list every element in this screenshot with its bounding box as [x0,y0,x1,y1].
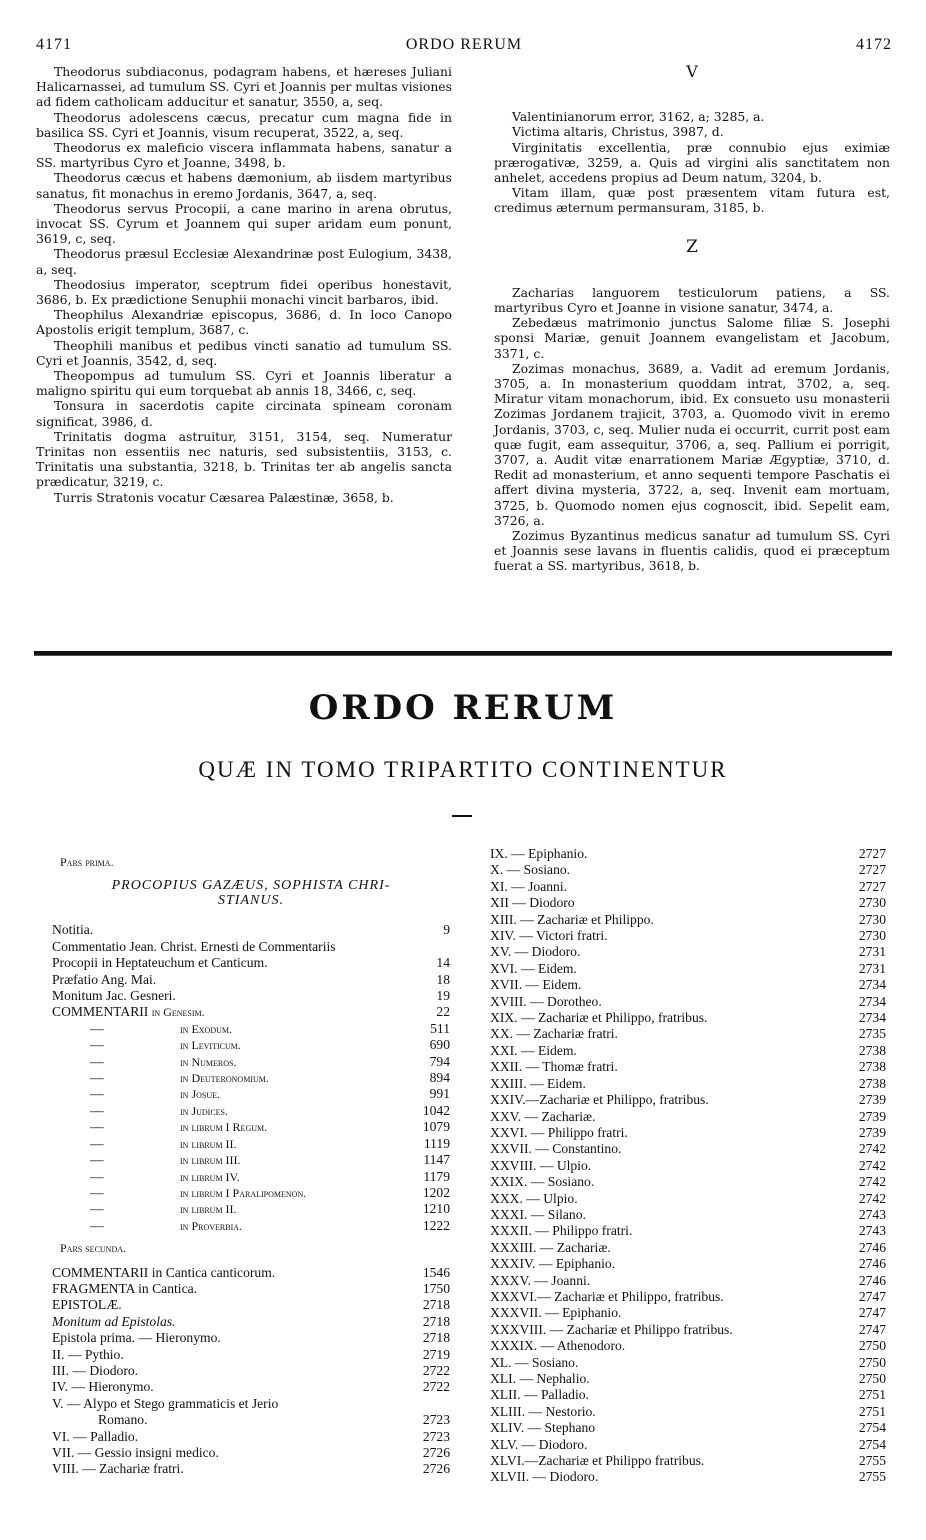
toc-row [490,1191,886,1207]
toc-entry-number: 2755 [858,1453,886,1469]
toc-entry-number: 2751 [858,1403,886,1419]
index-entry: Zozimas monachus, 3689, a. Vadit ad eremum Jordanis, 3705, a. In monasterium quoddam intrat, 3702, a, seq. Miratur vitam monachorum, ibid. Ex consueto usu monasterii Zozimas Jordanem trajicit, 3703, a. Quomodo vivit in eremo Jordanis, 3703, c, seq. Mulier nuda ei occurrit, currit post eam quæ fugit, eam assequitur, 3706, a, seq. Pallium ei porrigit, 3707, a. Audit vitæ enarrationem Mariæ Ægyptiæ, 3710, d. Redit ad monasterium, et anno sequenti tempore Paschatis ei affert divina mysteria, 3722, a, seq. Invenit eam mortuam, 3725, b. Quomodo nomen ejus cognoscit, ibid. Sepelit eam, 3726, a. [494,360,890,528]
toc-entry-title: Monitum ad Epistolas. [52,1313,176,1329]
second-part-list [52,1265,450,1314]
toc-entry-number: 2751 [858,1387,886,1403]
toc-entry-title [90,1185,306,1201]
toc-row [490,895,886,911]
toc-row [490,1174,886,1190]
toc-entry-title: XVIII. — Dorotheo. [490,993,602,1009]
toc-entry-title: XIX. — Zachariæ et Philippo, fratribus. [490,1010,708,1026]
letter-heading-v: V [686,62,698,81]
toc-row [490,1289,886,1305]
toc-entry-sub: in librum I Regum. [180,1120,268,1135]
right-index-column [494,64,890,574]
toc-row [490,1223,886,1239]
toc-row [490,961,886,977]
toc-entry-title: XIII. — Zachariæ et Philippo. [490,911,654,927]
toc-entry-number: 1210 [422,1201,450,1217]
toc-entry-title: EPISTOLÆ. [52,1297,122,1313]
toc-entry-title: XLVII. — Diodoro. [490,1469,599,1485]
toc-entry-number: 2747 [858,1305,886,1321]
z-entries [494,285,890,574]
toc-entry-title [90,1070,269,1086]
toc-row [490,1010,886,1026]
toc-entry-title: XXXV. — Joanni. [490,1272,591,1288]
work-heading [52,878,450,908]
toc-entry-title: XIV. — Victori fratri. [490,928,608,944]
toc-entry-number: 2727 [858,862,886,878]
toc-entry-sub: in Deuteronomium. [180,1071,269,1086]
toc-row [52,1201,450,1217]
toc-row [490,1420,886,1436]
toc-entry-dash: — [90,1152,104,1168]
toc-row [52,1445,450,1461]
toc-row [52,1297,450,1313]
toc-entry-sub: in librum I Paralipomenon. [180,1185,307,1200]
toc-row [490,1125,886,1141]
toc-row [490,1076,886,1092]
index-entry: Turris Stratonis vocatur Cæsarea Palæstinæ, 3658, b. [54,489,394,505]
toc-entry-title: XXI. — Eidem. [490,1042,577,1058]
toc-row [490,1387,886,1403]
work-heading-line: PROCOPIUS GAZÆUS, SOPHISTA CHRI- [111,878,391,894]
toc-entry-sub: in Numeros. [180,1054,237,1069]
index-entry: Vitam illam, quæ post præsentem vitam futura est, credimus æternum permansuram, 3185, b. [494,185,890,216]
toc-entry-number: 2743 [858,1223,886,1239]
toc-entry-number: 1079 [422,1119,450,1135]
toc-entry-sub: in Josue. [180,1087,221,1102]
toc-entry-dash: — [90,1086,104,1102]
toc-entry-title: Commentatio Jean. Christ. Ernesti de Commentariis [52,938,336,954]
toc-entry-sub: in librum III. [180,1153,241,1168]
toc-entry-sub: in Proverbia. [180,1218,243,1233]
toc-entry-sub: in Genesim. [151,1005,205,1020]
toc-entry-title: Procopii in Heptateuchum et Canticum. [52,955,268,971]
toc-row [490,1355,886,1371]
toc-entry-dash: — [90,1119,104,1135]
toc-row [52,1054,450,1070]
toc-entry-title: X. — Sosiano. [490,862,571,878]
index-entry: Zacharias languorem testiculorum patiens, a SS. martyribus Cyro et Joanne in visione sanatur, 3474, a. [494,284,890,316]
toc-entry-number: 2722 [422,1379,450,1395]
toc-row [52,1330,450,1346]
left-column-number: 4171 [36,36,72,53]
toc-entry-title: XXIII. — Eidem. [490,1075,586,1091]
toc-entry-number: 2739 [858,1108,886,1124]
toc-row [52,1461,450,1477]
toc-entry-title: XLIII. — Nestorio. [490,1403,596,1419]
toc-entry-dash: — [90,1184,104,1200]
index-entry: Theodorus præsul Ecclesiæ Alexandrinæ post Eulogium, 3438, a, seq. [36,246,452,277]
toc-entry-number: 690 [429,1037,450,1053]
toc-row [490,1059,886,1075]
toc-entry-title: COMMENTARII [52,1004,149,1020]
toc-row [490,862,886,878]
running-header [36,36,892,56]
toc-entry-number: 1179 [423,1168,450,1184]
toc-entry-title: XXXI. — Silano. [490,1206,586,1222]
toc-entry-title [90,1054,236,1070]
toc-entry-number: 2726 [422,1461,450,1477]
toc-entry-number: 2746 [858,1256,886,1272]
toc-entry-title: XXXIX. — Athenodoro. [490,1338,626,1354]
toc-row [52,988,450,1004]
epistolae-list [52,1330,450,1478]
running-title: ORDO RERUM [405,36,523,53]
toc-entry-title: Notitia. [52,922,94,938]
toc-row [490,1273,886,1289]
toc-entry-title: XXXII. — Philippo fratri. [490,1223,633,1239]
toc-entry-number: 2747 [858,1288,886,1304]
toc-row [52,1021,450,1037]
toc-entry-title: XLI. — Nephalio. [490,1371,590,1386]
index-entry: Theodorus servus Procopii, a cane marino in arena obrutus, invocat SS. Cyrum et Joannem qui super aridam eum ponunt, 3619, c, seq. [36,200,452,247]
toc-row [52,1070,450,1086]
front-matter-list [52,922,450,1004]
toc-entry-number: 2738 [858,1042,886,1058]
toc-row [52,1314,450,1330]
left-index-column [36,64,452,505]
toc-entry-title: XXII. — Thomæ fratri. [490,1059,618,1075]
commentarii-list [52,1021,450,1234]
toc-row [490,846,886,862]
letter-heading-z: Z [686,236,698,257]
toc-row [490,1092,886,1108]
toc-entry-number: 2734 [858,977,886,993]
toc-entry-title: XXXVII. — Epiphanio. [490,1305,622,1321]
toc-entry-number: 2738 [858,1059,886,1075]
toc-entry-number: 2755 [858,1469,886,1485]
toc-entry-dash: — [90,1070,104,1086]
index-entry: Theodorus ex maleficio viscera inflammata habens, sanatur a SS. martyribus Cyro et Joanne, 3498, b. [36,140,452,171]
toc-entry-number: 1042 [422,1102,450,1118]
toc-entry-number: 2739 [858,1124,886,1140]
toc-entry-number: 2750 [858,1371,886,1386]
toc-entry-sub: in librum IV. [180,1169,240,1184]
toc-entry-number: 2718 [422,1330,450,1346]
toc-entry-number: 2742 [858,1157,886,1173]
pars-secunda-heading: Pars secunda. [60,1241,127,1256]
toc-entry-title: IV. — Hieronymo. [52,1379,154,1395]
toc-entry-number: 2730 [858,911,886,927]
toc-entry-title: Epistola prima. — Hieronymo. [52,1330,221,1346]
toc-entry-title: III. — Diodoro. [52,1362,139,1378]
toc-entry-title: XII — Diodoro [490,895,575,911]
toc-entry-title: IX. — Epiphanio. [490,846,588,861]
toc-entry-number: 2734 [858,993,886,1009]
work-heading-line: STIANUS. [218,893,284,909]
toc-entry-number: 1222 [422,1217,450,1233]
toc-entry-number: 2727 [858,846,886,861]
toc-row [52,1265,450,1281]
toc-row [52,1086,450,1102]
toc-row [52,1347,450,1363]
toc-entry-title [90,1201,237,1217]
toc-entry-title: V. — Alypo et Stego grammaticis et Jerio [52,1395,279,1411]
toc-entry-number: 2722 [422,1362,450,1378]
toc-row [490,1256,886,1272]
toc-entry-title: Præfatio Ang. Mai. [52,971,157,987]
toc-row [490,1453,886,1469]
toc-entry-title: VI. — Palladio. [52,1428,139,1444]
toc-entry-dash: — [90,1053,104,1069]
toc-row [490,977,886,993]
toc-entry-title: VII. — Gessio insigni medico. [52,1445,219,1460]
toc-entry-number: 2731 [858,944,886,960]
toc-entry-number: 1119 [423,1135,450,1151]
section-divider [34,651,892,656]
toc-row [490,879,886,895]
toc-row [52,1004,450,1020]
toc-entry-title: XXXIII. — Zachariæ. [490,1239,611,1255]
toc-entry-dash: — [90,1037,104,1053]
toc-entry-sub: in librum II. [180,1202,237,1217]
toc-entry-number: 1147 [423,1152,450,1168]
index-entry: Tonsura in sacerdotis capite circinata spineam coronam significat, 3986, d. [36,398,452,429]
toc-entry-title: II. — Pythio. [52,1346,124,1362]
toc-entry-title: XXVI. — Philippo fratri. [490,1124,628,1140]
toc-entry-sub: in Leviticum. [180,1038,241,1053]
toc-entry-number: 2742 [858,1190,886,1206]
toc-entry-dash: — [90,1135,104,1151]
toc-row [52,1185,450,1201]
toc-entry-number: 19 [436,988,450,1004]
toc-entry-number: 2750 [858,1338,886,1354]
toc-entry-number: 2754 [858,1420,886,1436]
toc-entry-title: XX. — Zachariæ fratri. [490,1026,618,1042]
toc-row [52,1379,450,1395]
index-entry: Theophilus Alexandriæ episcopus, 3686, d. In loco Canopo Apostolis erigit templum, 3687, c. [36,307,452,338]
toc-entry-title [90,1119,267,1135]
toc-row [52,922,450,938]
toc-entry-number: 22 [436,1004,450,1020]
toc-entry-title [90,1218,242,1234]
toc-entry-title: XXXIV. — Epiphanio. [490,1256,616,1272]
toc-row [490,1338,886,1354]
toc-row [52,1119,450,1135]
toc-entry-dash: — [90,1020,104,1036]
toc-entry-title: FRAGMENTA in Cantica. [52,1280,198,1296]
toc-entry-title [90,1021,232,1037]
toc-entry-title: XXVIII. — Ulpio. [490,1157,592,1173]
toc-entry-title: XXVII. — Constantino. [490,1141,622,1157]
toc-row [490,1437,886,1453]
index-entry: Valentinianorum error, 3162, a; 3285, a. [512,109,765,125]
toc-row [490,1240,886,1256]
toc-entry-title: XV. — Diodoro. [490,944,581,960]
toc-row [490,1141,886,1157]
toc-entry-number: 2747 [858,1321,886,1337]
toc-entry-title: XVII. — Eidem. [490,977,582,993]
toc-entry-number: 14 [436,955,450,971]
section-title: ORDO RERUM [308,688,618,728]
toc-entry-title: XXV. — Zachariæ. [490,1108,596,1124]
toc-entry-number: 9 [443,922,450,938]
index-entry: Theodorus subdiaconus, podagram habens, et hæreses Juliani Halicarnassei, ad tumulum SS. Cyri et Joannis per multas visiones ad fidem catholicam adducitur et sanatur, 3550, a, seq. [36,64,452,110]
toc-row [52,1396,450,1412]
toc-row [490,1469,886,1485]
toc-row [52,972,450,988]
toc-entry-number: 894 [429,1070,450,1086]
toc-entry-number: 2727 [858,878,886,894]
toc-entry-title: XLIV. — Stephano [490,1420,596,1436]
toc-row [490,1043,886,1059]
toc-entry-title [90,1103,228,1119]
right-column-number: 4172 [856,36,892,53]
toc-entry-title: COMMENTARII in Cantica canticorum. [52,1264,276,1280]
index-entry: Trinitatis dogma astruitur, 3151, 3154, seq. Numeratur Trinitas non essentiis nec naturis, sed subsistentiis, 3153, c. Trinitatis una substantia, 3218, b. Trinitas ter ab angelis sancta prædicatur, 3219, c. [36,428,452,490]
toc-entry-title: VIII. — Zachariæ fratri. [52,1461,184,1477]
toc-row [490,994,886,1010]
toc-row [52,955,450,971]
toc-entry-title [90,1037,241,1053]
toc-entry-number: 2723 [422,1412,450,1428]
toc-entry-number: 794 [429,1053,450,1069]
toc-entry-number: 2719 [422,1346,450,1362]
toc-left-column [52,848,450,1478]
toc-row [52,1429,450,1445]
toc-entry-number: 1750 [422,1280,450,1296]
toc-row [52,1281,450,1297]
toc-row [490,1109,886,1125]
toc-entry-number: 2723 [422,1428,450,1444]
title-dash [452,815,472,817]
toc-entry-number: 2730 [858,895,886,911]
toc-entry-number: 2730 [858,928,886,944]
toc-row [490,1305,886,1321]
toc-entry-title: XXXVIII. — Zachariæ et Philippo fratribus. [490,1321,733,1337]
toc-right-column [490,846,886,1486]
index-entry: Theodorus cæcus et habens dæmonium, ab iisdem martyribus sanatus, fit monachus in eremo Jordanis, 3647, a, seq. [36,170,452,201]
toc-entry-dash: — [90,1217,104,1233]
toc-entry-title: XXXVI.— Zachariæ et Philippo, fratribus. [490,1288,724,1304]
index-entry: Zozimus Byzantinus medicus sanatur ad tumulum SS. Cyri et Joannis sese lavans in fluentis calidis, quod ei præceptum fuerat a SS. martyribus, 3618, b. [494,528,890,574]
toc-entry-number: 2726 [422,1445,450,1460]
toc-entry-number: 2754 [858,1436,886,1452]
toc-entry-dash: — [90,1168,104,1184]
toc-row [490,912,886,928]
toc-row [52,1037,450,1053]
index-entry: Theodorus adolescens cæcus, precatur cum magna fide in basilica SS. Cyri et Joannis, visum recuperat, 3522, a, seq. [36,109,452,140]
toc-entry-number [444,1396,450,1412]
index-entry: Theodosius imperator, sceptrum fidei operibus honestavit, 3686, b. Ex prædictione Senuphii monachi vincit barbaros, ibid. [36,276,452,308]
toc-entry-title: Romano. [98,1412,148,1428]
toc-row [490,1026,886,1042]
toc-row [490,1158,886,1174]
index-entry: Victima altaris, Christus, 3987, d. [512,124,724,140]
pars-prima-heading: Pars prima. [60,855,114,869]
toc-entry-title: XXIX. — Sosiano. [490,1174,595,1190]
toc-entry-number: 2742 [858,1174,886,1190]
toc-entry-number: 1202 [422,1184,450,1200]
toc-entry-number [444,939,450,955]
toc-row [490,928,886,944]
toc-row [52,1363,450,1379]
toc-entry-number: 2734 [858,1010,886,1026]
toc-entry-number: 2750 [858,1354,886,1370]
toc-entry-number: 2742 [858,1141,886,1157]
toc-entry-title [90,1152,241,1168]
toc-entry-number: 2743 [858,1206,886,1222]
toc-entry-sub: in librum II. [180,1136,237,1151]
toc-row [52,1103,450,1119]
toc-entry-title: XL. — Sosiano. [490,1354,579,1370]
toc-entry-number: 2735 [858,1026,886,1042]
toc-row [490,1371,886,1387]
toc-row [490,1322,886,1338]
toc-entry-number: 2731 [858,960,886,976]
toc-entry-number: 2718 [422,1297,450,1313]
toc-entry-title: XLV. — Diodoro. [490,1436,588,1452]
toc-entry-title: XXIV.—Zachariæ et Philippo, fratribus. [490,1092,709,1108]
toc-row [490,1404,886,1420]
toc-entry-number: 2739 [858,1092,886,1108]
toc-entry-number: 1546 [422,1264,450,1280]
toc-row [490,1207,886,1223]
toc-entry-number: 511 [430,1020,450,1036]
index-entry: Theophili manibus et pedibus vincti sanatio ad tumulum SS. Cyri et Joannis, 3542, d, seq. [36,337,452,368]
index-entry: Zebedæus matrimonio junctus Salome filiæ S. Josephi sponsi Mariæ, genuit Joannem evangelistam et Jacobum, 3371, c. [494,315,890,361]
toc-entry-title: XXX. — Ulpio. [490,1190,578,1206]
toc-entry-title: Monitum Jac. Gesneri. [52,988,176,1004]
toc-entry-title: XI. — Joanni. [490,878,568,894]
toc-row [52,1218,450,1234]
toc-entry-number: 2738 [858,1075,886,1091]
toc-row [52,939,450,955]
toc-row [52,1152,450,1168]
index-entry: Virginitatis excellentia, præ connubio ejus eximiæ prærogativæ, 3259, a. Quis ad virgini alis sanctitatem non anhelet, accedens propius ad Deum natum, 3204, b. [494,139,890,186]
index-entry: Theopompus ad tumulum SS. Cyri et Joannis liberatur a maligno spiritu qui eum torquebat ab annis 18, 3466, c, seq. [36,368,452,399]
toc-entry-title [90,1086,220,1102]
toc-entry-number: 2746 [858,1239,886,1255]
toc-entry-title: XLVI.—Zachariæ et Philippo fratribus. [490,1453,705,1469]
toc-entry-title: XVI. — Eidem. [490,960,577,976]
v-entries [494,109,890,215]
toc-row [52,1412,450,1428]
section-subtitle: QUÆ IN TOMO TRIPARTITO CONTINENTUR [198,757,728,782]
toc-entry-sub: in Exodum. [180,1021,232,1036]
toc-entry-number: 18 [436,971,450,987]
toc-entry-title: XLII. — Palladio. [490,1387,589,1403]
toc-entry-title [90,1136,237,1152]
toc-entry-number: 991 [429,1086,450,1102]
toc-entry-sub: in Judices. [180,1103,229,1118]
toc-entry-dash: — [90,1102,104,1118]
toc-row [490,944,886,960]
toc-row [52,1169,450,1185]
toc-entry-dash: — [90,1201,104,1217]
toc-entry-title [90,1169,240,1185]
toc-row [52,1136,450,1152]
toc-entry-number: 2718 [422,1313,450,1329]
toc-entry-number: 2746 [858,1272,886,1288]
